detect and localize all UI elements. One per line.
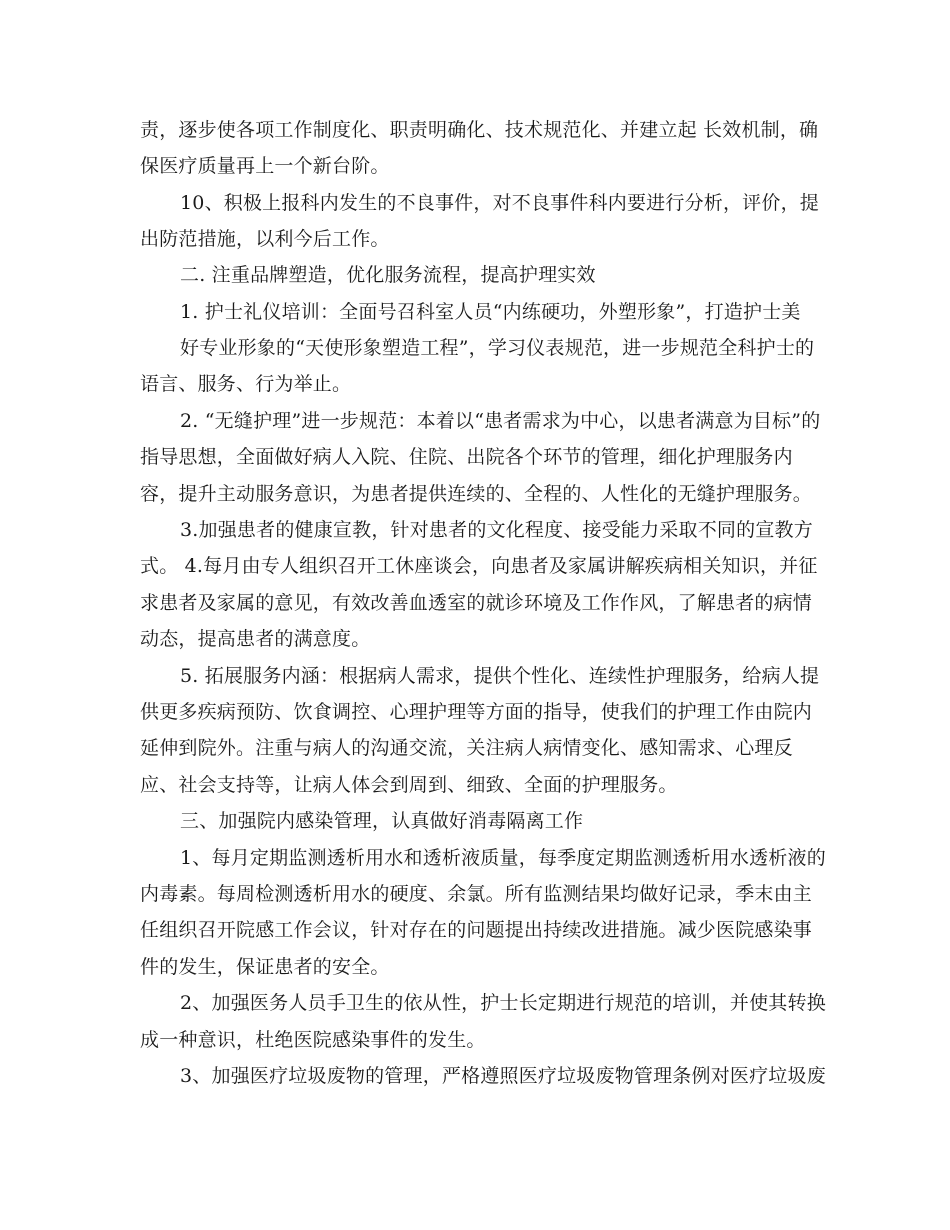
text-line: 5. 拓展服务内涵：根据病人需求，提供个性化、连续性护理服务，给病人提 (180, 665, 820, 687)
text-line: 3、加强医疗垃圾废物的管理，严格遵照医疗垃圾废物管理条例对医疗垃圾废 (180, 1065, 826, 1087)
section-heading: 二. 注重品牌塑造，优化服务流程，提高护理实效 (180, 264, 596, 286)
text-line: 指导思想，全面做好病人入院、住院、出院各个环节的管理，细化护理服务内 (140, 446, 793, 468)
text-line: 动态，提高患者的满意度。 (140, 628, 371, 650)
text-line: 好专业形象的“天使形象塑造工程”，学习仪表规范，进一步规范全科护士的 (180, 337, 815, 359)
text-line: 式。 4.每月由专人组织召开工休座谈会，向患者及家属讲解疾病相关知识，并征 (140, 555, 818, 577)
text-line: 供更多疾病预防、饮食调控、心理护理等方面的指导，使我们的护理工作由院内 (140, 701, 813, 723)
text-line: 求患者及家属的意见，有效改善血透室的就诊环境及工作作风，了解患者的病情 (140, 592, 813, 614)
text-line: 语言、服务、行为举止。 (140, 373, 352, 395)
text-line: 2、加强医务人员手卫生的依从性，护士长定期进行规范的培训，并使其转换 (180, 992, 826, 1014)
text-line: 责，逐步使各项工作制度化、职责明确化、技术规范化、并建立起 长效机制，确 (140, 119, 819, 141)
text-line: 1. 护士礼仪培训：全面号召科室人员“内练硬功，外塑形象”，打造护士美 (180, 301, 801, 323)
text-line: 任组织召开院感工作会议，针对存在的问题提出持续改进措施。减少医院感染事 (140, 919, 813, 941)
text-line: 内毒素。每周检测透析用水的硬度、余氯。所有监测结果均做好记录，季末由主 (140, 883, 813, 905)
text-line: 出防范措施，以利今后工作。 (140, 228, 390, 250)
text-line: 应、社会支持等，让病人体会到周到、细致、全面的护理服务。 (140, 774, 678, 796)
text-line: 10、积极上报科内发生的不良事件，对不良事件科内要进行分析，评价，提 (180, 192, 819, 214)
text-line: 容，提升主动服务意识，为患者提供连续的、全程的、人性化的无缝护理服务。 (140, 483, 813, 505)
text-line: 成一种意识，杜绝医院感染事件的发生。 (140, 1029, 486, 1051)
text-line: 3.加强患者的健康宣教，针对患者的文化程度、接受能力采取不同的宣教方 (180, 519, 813, 541)
section-heading: 三、加强院内感染管理，认真做好消毒隔离工作 (180, 810, 584, 832)
text-line: 1、每月定期监测透析用水和透析液质量，每季度定期监测透析用水透析液的 (180, 847, 826, 869)
text-line: 2. “无缝护理”进一步规范：本着以“患者需求为中心，以患者满意为目标”的 (180, 410, 821, 432)
text-line: 保医疗质量再上一个新台阶。 (140, 155, 390, 177)
text-line: 延伸到院外。注重与病人的沟通交流，关注病人病情变化、感知需求、心理反 (140, 737, 793, 759)
text-line: 件的发生，保证患者的安全。 (140, 956, 390, 978)
